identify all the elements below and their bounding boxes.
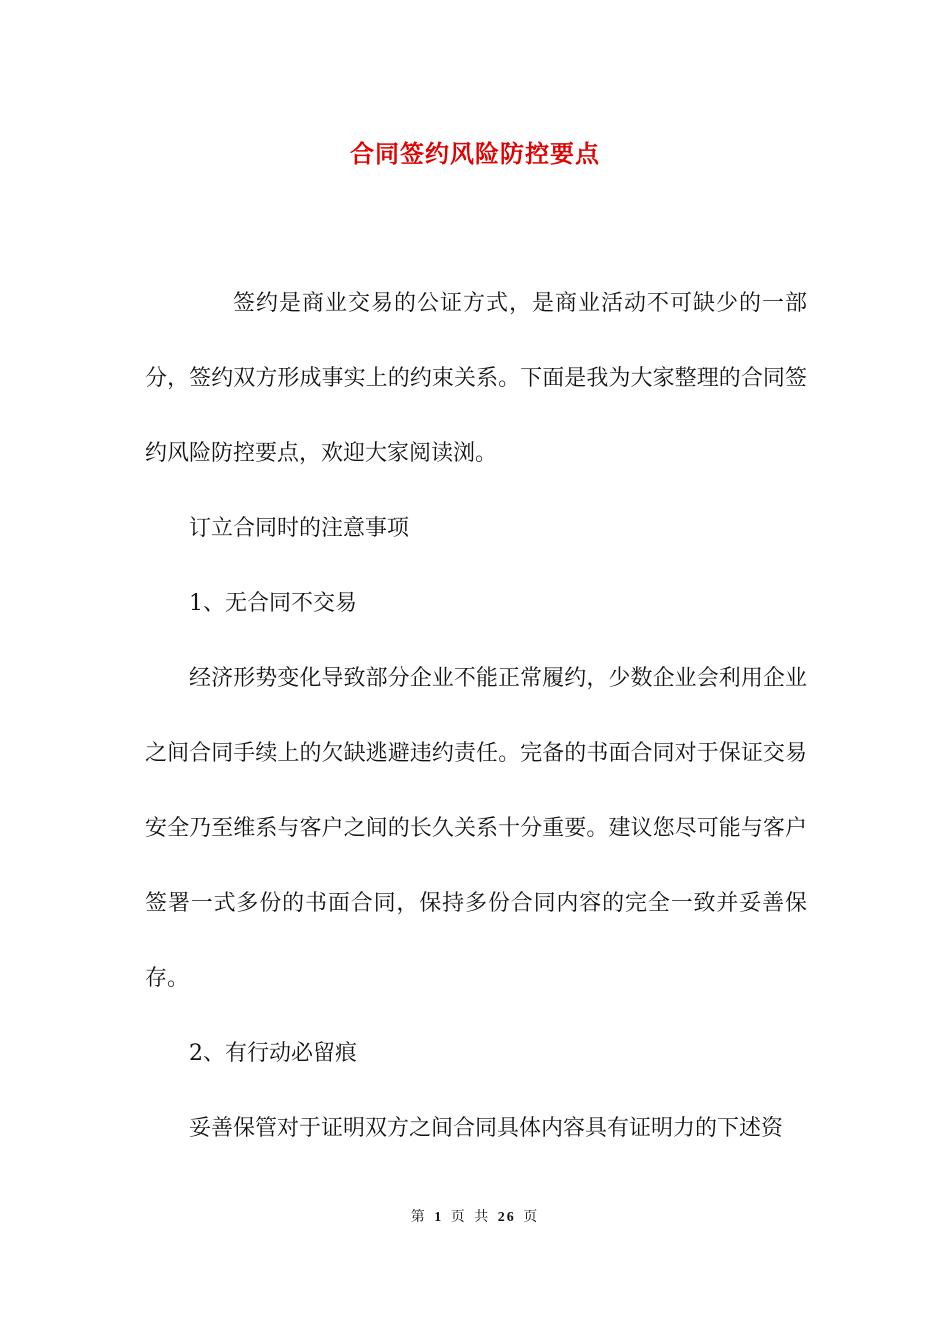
paragraph-intro: 签约是商业交易的公证方式，是商业活动不可缺少的一部分，签约双方形成事实上的约束关系。下面是我为大家整理的合同签约风险防控要点，欢迎大家阅读浏。: [145, 291, 807, 466]
document-body: [145, 266, 807, 1166]
item-heading-1: 1、无合同不交易: [189, 591, 357, 616]
footer-suffix: 页: [523, 1210, 540, 1225]
document-title: 合同签约风险防控要点: [350, 139, 600, 168]
footer-prefix: 第: [410, 1210, 427, 1225]
footer-page-number: 1: [434, 1210, 444, 1225]
item-heading-2: 2、有行动必留痕: [189, 1041, 357, 1066]
footer-page-word: 页: [450, 1210, 467, 1225]
footer-total-pages: 26: [497, 1210, 516, 1225]
page-footer: [0, 1206, 950, 1226]
paragraph-item-1: 经济形势变化导致部分企业不能正常履约，少数企业会利用企业之间合同手续上的欠缺逃避违约责任。完备的书面合同对于保证交易安全乃至维系与客户之间的长久关系十分重要。建议您尽可能与客户签署一式多份的书面合同，保持多份合同内容的完全一致并妥善保存。: [145, 666, 807, 991]
footer-total-word: 共: [474, 1210, 491, 1225]
paragraph-item-2: 妥善保管对于证明双方之间合同具体内容具有证明力的下述资: [189, 1116, 784, 1141]
section-heading: 订立合同时的注意事项: [189, 516, 410, 541]
